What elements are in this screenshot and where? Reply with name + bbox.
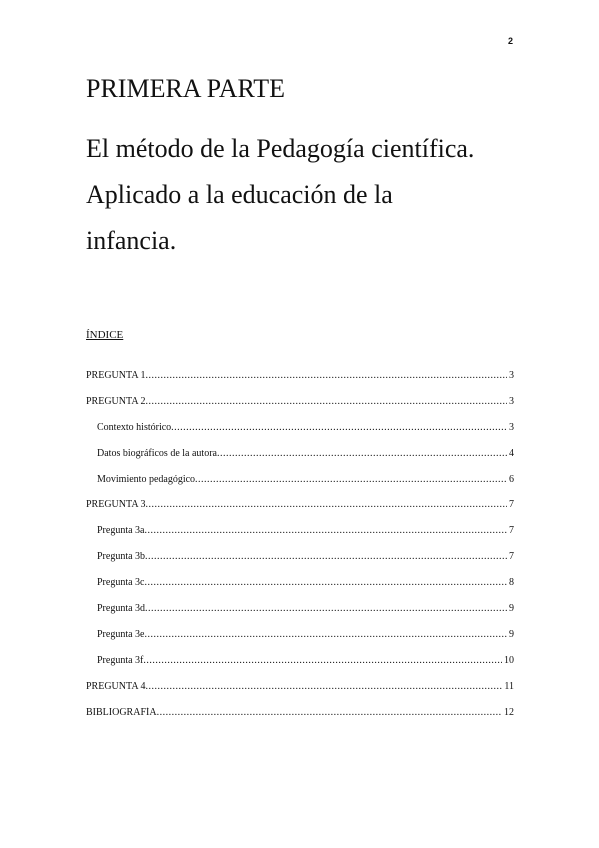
toc-entry-label: Pregunta 3f [97,654,144,666]
toc-entry-pregunta-1[interactable] [86,370,514,396]
toc-dot-leader [145,603,507,614]
document-title-line-2: Aplicado a la educación de la [86,180,393,209]
toc-dot-leader [145,551,507,562]
toc-entry-label: Pregunta 3a [97,525,145,537]
document-title-line-1: El método de la Pedagogía científica. [86,134,475,163]
toc-entry-label: Pregunta 3b [97,551,146,563]
toc-entry-label: BIBLIOGRAFÍA [86,706,157,718]
toc-entry-label: Pregunta 3d [97,603,146,615]
toc-entry-pregunta-2[interactable] [86,396,514,422]
toc-dot-leader [145,577,508,588]
toc-dot-leader [145,681,502,692]
toc-dot-leader [143,655,502,666]
toc-entry-pregunta-4[interactable] [86,681,514,707]
part-title: PRIMERA PARTE [86,74,286,103]
table-of-contents [86,370,514,732]
toc-dot-leader [145,629,508,640]
document-title [86,126,556,264]
toc-entry-page: 8 [509,577,514,589]
toc-entry-pregunta-3e[interactable] [86,629,514,655]
toc-entry-label: Pregunta 3c [97,577,145,589]
toc-entry-label: Contexto histórico [97,421,172,433]
document-title-line-3: infancia. [86,226,177,255]
toc-entry-page: 7 [509,499,514,511]
toc-entry-page: 9 [509,628,514,640]
toc-entry-label: PREGUNTA 4 [86,680,146,692]
toc-entry-page: 10 [504,654,514,666]
index-heading: ÍNDICE [86,329,124,341]
toc-entry-page: 6 [509,473,514,485]
toc-dot-leader [145,370,507,381]
page-number: 2 [507,36,513,46]
toc-dot-leader [171,422,507,433]
toc-entry-contexto-historico[interactable] [86,422,514,448]
toc-entry-pregunta-3[interactable] [86,499,514,525]
toc-entry-pregunta-3a[interactable] [86,525,514,551]
toc-entry-pregunta-3d[interactable] [86,603,514,629]
toc-entry-movimiento-pedagogico[interactable] [86,474,514,500]
toc-entry-label: Pregunta 3e [97,628,145,640]
toc-dot-leader [157,707,502,718]
toc-entry-page: 3 [509,370,514,381]
toc-entry-page: 11 [504,680,514,692]
toc-entry-label: Movimiento pedagógico [97,473,196,485]
toc-entry-page: 4 [509,447,514,459]
toc-dot-leader [145,525,508,536]
toc-entry-page: 3 [509,421,514,433]
toc-entry-label: PREGUNTA 1 [86,370,146,381]
toc-entry-bibliografia[interactable] [86,707,514,733]
toc-entry-label: PREGUNTA 3 [86,499,146,511]
toc-dot-leader [145,499,507,510]
toc-dot-leader [217,448,507,459]
toc-entry-label: Datos biográficos de la autora [97,447,217,459]
toc-entry-page: 3 [509,395,514,407]
toc-entry-label: PREGUNTA 2 [86,395,146,407]
toc-entry-page: 7 [509,525,514,537]
toc-entry-page: 9 [509,603,514,615]
toc-entry-pregunta-3c[interactable] [86,577,514,603]
toc-entry-datos-biograficos[interactable] [86,448,514,474]
toc-dot-leader [195,474,507,485]
toc-entry-page: 7 [509,551,514,563]
toc-dot-leader [145,396,507,407]
toc-entry-pregunta-3b[interactable] [86,551,514,577]
toc-entry-pregunta-3f[interactable] [86,655,514,681]
toc-entry-page: 12 [504,706,514,718]
